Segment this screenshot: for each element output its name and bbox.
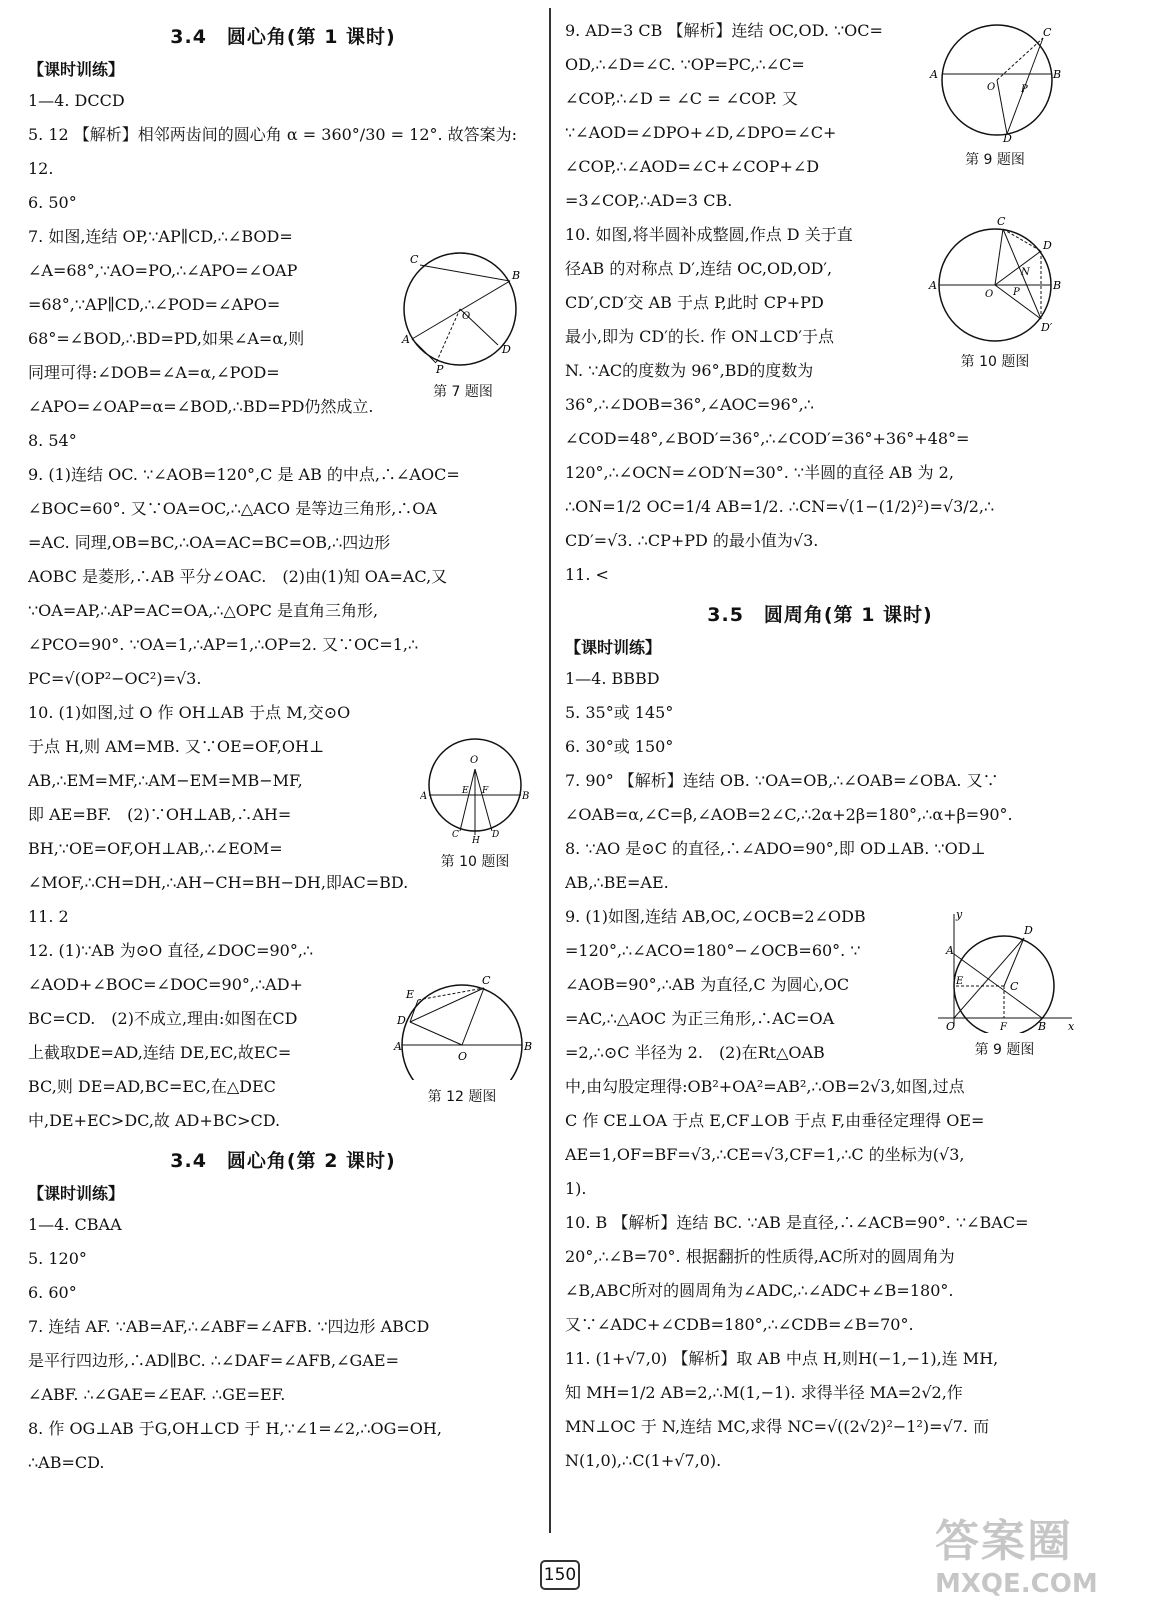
svg-text:y: y — [956, 908, 963, 921]
answer-line: =3∠COP,∴AD=3 CB. — [565, 191, 733, 210]
answer-line: AE=1,OF=BF=√3,∴CE=√3,CF=1,∴C 的坐标为(√3, — [565, 1145, 965, 1164]
svg-text:F: F — [1000, 1022, 1007, 1033]
svg-text:C: C — [482, 974, 491, 987]
answer-line: 中,由勾股定理得:OB²+OA²=AB²,∴OB=2√3,如图,过点 — [565, 1077, 965, 1096]
svg-text:F: F — [482, 786, 489, 796]
answer-line: 68°=∠BOD,∴BD=PD,如果∠A=α,则 — [28, 329, 305, 348]
answer-line: OD,∴∠D=∠C. ∵OP=PC,∴∠C= — [565, 55, 805, 74]
svg-text:A: A — [946, 944, 954, 957]
answer-line: =68°,∵AP∥CD,∴∠POD=∠APO= — [28, 295, 281, 314]
figure-10-right — [925, 215, 1065, 371]
answer-line: =AC,∴△AOC 为正三角形,∴AC=OA — [565, 1009, 835, 1028]
figure-9-coordinate — [932, 908, 1077, 1059]
answer-line: ∠ABF. ∴∠GAE=∠EAF. ∴GE=EF. — [28, 1385, 286, 1404]
answer-line: 1—4. DCCD — [28, 91, 125, 110]
answer-line: 8. 54° — [28, 431, 77, 450]
answer-line: 上截取DE=AD,连结 DE,EC,故EC= — [28, 1043, 292, 1062]
circle-diagram — [392, 970, 532, 1080]
svg-text:O: O — [458, 1050, 468, 1063]
answer-line: C 作 CE⊥OA 于点 E,CF⊥OB 于点 F,由垂径定理得 OE= — [565, 1111, 985, 1130]
answer-line: ∠A=68°,∵AO=PO,∴∠APO=∠OAP — [28, 261, 298, 280]
section-title: 3.4 圆心角(第 2 课时) — [170, 1150, 396, 1172]
answer-line: ∠AOD+∠BOC=∠DOC=90°,∴AD+ — [28, 975, 303, 994]
answer-line: 1). — [565, 1179, 587, 1198]
svg-text:E: E — [406, 988, 415, 1001]
answer-line: 径AB 的对称点 D′,连结 OC,OD,OD′, — [565, 259, 833, 278]
svg-text:B: B — [512, 269, 521, 282]
answer-line: N(1,0),∴C(1+√7,0). — [565, 1451, 722, 1470]
svg-text:O: O — [462, 311, 471, 322]
column-divider — [549, 8, 551, 1533]
svg-text:P: P — [436, 363, 444, 375]
answer-line: ∴AB=CD. — [28, 1453, 105, 1472]
svg-text:B: B — [1038, 1020, 1047, 1033]
answer-line: AOBC 是菱形,∴AB 平分∠OAC. (2)由(1)知 OA=AC,又 — [28, 567, 448, 586]
svg-text:E: E — [956, 976, 964, 987]
answer-line: 8. 作 OG⊥AB 于G,OH⊥CD 于 H,∵∠1=∠2,∴OG=OH, — [28, 1419, 442, 1438]
svg-text:D: D — [1003, 132, 1012, 143]
svg-text:A: A — [394, 1040, 402, 1053]
answer-line: CD′=√3. ∴CP+PD 的最小值为√3. — [565, 531, 819, 550]
answer-line: 5. 120° — [28, 1249, 87, 1268]
figure-caption: 第 12 题图 — [427, 1089, 497, 1105]
svg-text:O: O — [987, 82, 996, 93]
answer-line: 1—4. BBBD — [565, 669, 660, 688]
answer-line: ∠COP,∴∠D = ∠C = ∠COP. 又 — [565, 89, 799, 108]
answer-line: 又∵∠ADC+∠CDB=180°,∴∠CDB=∠B=70°. — [565, 1315, 914, 1334]
circle-diagram — [398, 245, 528, 375]
answer-line: ∠BOC=60°. 又∵OA=OC,∴△ACO 是等边三角形,∴OA — [28, 499, 437, 518]
section-tag: 【课时训练】 — [28, 1184, 125, 1203]
section-title: 3.4 圆心角(第 1 课时) — [170, 26, 396, 48]
svg-text:E: E — [462, 786, 469, 796]
svg-text:B: B — [524, 1040, 532, 1053]
answer-line: 6. 60° — [28, 1283, 77, 1302]
figure-7 — [398, 245, 528, 401]
svg-text:O: O — [946, 1020, 956, 1033]
answer-line: 11. < — [565, 565, 609, 584]
answer-line: 8. ∵AO 是⊙C 的直径,∴∠ADO=90°,即 OD⊥AB. ∵OD⊥ — [565, 839, 986, 858]
answer-line: ∴ON=1/2 OC=1/4 AB=1/2. ∴CN=√(1−(1/2)²)=√3/2,∴ — [565, 497, 995, 516]
page-number: 150 — [540, 1560, 580, 1590]
answer-line: 10. (1)如图,过 O 作 OH⊥AB 于点 M,交⊙O — [28, 703, 351, 722]
answer-line: 5. 35°或 145° — [565, 703, 674, 722]
answer-line: ∠OAB=α,∠C=β,∠AOB=2∠C,∴2α+2β=180°,∴α+β=90°. — [565, 805, 1013, 824]
svg-text:B: B — [1053, 68, 1062, 81]
answer-line: =AC. 同理,OB=BC,∴OA=AC=BC=OB,∴四边形 — [28, 533, 391, 552]
coordinate-diagram — [932, 908, 1077, 1033]
answer-line: 即 AE=BF. (2)∵OH⊥AB,∴AH= — [28, 805, 292, 824]
circle-diagram — [925, 18, 1065, 143]
svg-text:C: C — [1010, 980, 1019, 993]
circle-diagram — [925, 215, 1065, 345]
svg-text:A: A — [929, 279, 937, 292]
answer-line: 于点 H,则 AM=MB. 又∵OE=OF,OH⊥ — [28, 737, 325, 756]
answer-line: 11. (1+√7,0) 【解析】取 AB 中点 H,则H(−1,−1),连 MH, — [565, 1349, 999, 1368]
svg-text:C: C — [410, 253, 419, 266]
svg-text:D: D — [397, 1014, 406, 1027]
svg-text:D: D — [502, 343, 511, 356]
answer-line: 10. B 【解析】连结 BC. ∵AB 是直径,∴∠ACB=90°. ∵∠BAC= — [565, 1213, 1029, 1232]
figure-10 — [420, 735, 530, 871]
svg-text:N: N — [1021, 267, 1030, 278]
answer-line: 12. (1)∵AB 为⊙O 直径,∠DOC=90°,∴ — [28, 941, 314, 960]
svg-text:A: A — [930, 68, 938, 81]
answer-line: 5. 12 【解析】相邻两齿间的圆心角 α = 360°/30 = 12°. 故答案为: — [28, 125, 518, 144]
answer-line: 6. 30°或 150° — [565, 737, 674, 756]
svg-text:C: C — [997, 215, 1006, 228]
figure-caption: 第 10 题图 — [960, 354, 1030, 370]
figure-caption: 第 9 题图 — [965, 152, 1025, 168]
answer-line: MN⊥OC 于 N,连结 MC,求得 NC=√((2√2)²−1²)=√7. 而 — [565, 1417, 990, 1436]
answer-line: 中,DE+EC>DC,故 AD+BC>CD. — [28, 1111, 281, 1130]
answer-line: 12. — [28, 159, 54, 178]
answer-line: 10. 如图,将半圆补成整圆,作点 D 关于直 — [565, 225, 853, 244]
answer-line: ∠MOF,∴CH=DH,∴AH−CH=BH−DH,即AC=BD. — [28, 873, 409, 892]
answer-line: PC=√(OP²−OC²)=√3. — [28, 669, 202, 688]
answer-line: 7. 连结 AF. ∵AB=AF,∴∠ABF=∠AFB. ∵四边形 ABCD — [28, 1317, 430, 1336]
answer-line: 36°,∴∠DOB=36°,∠AOC=96°,∴ — [565, 395, 814, 414]
figure-9-right — [925, 18, 1065, 169]
svg-text:x: x — [1068, 1020, 1075, 1033]
answer-line: 知 MH=1/2 AB=2,∴M(1,−1). 求得半径 MA=2√2,作 — [565, 1383, 963, 1402]
svg-text:P: P — [1021, 84, 1028, 95]
svg-text:C: C — [1043, 26, 1052, 39]
answer-line: 最小,即为 CD′的长. 作 ON⊥CD′于点 — [565, 327, 835, 346]
svg-text:O: O — [470, 755, 479, 766]
answer-line: ∵∠AOD=∠DPO+∠D,∠DPO=∠C+ — [565, 123, 837, 142]
answer-line: ∵OA=AP,∴AP=AC=OA,∴△OPC 是直角三角形, — [28, 601, 379, 620]
answer-line: ∠APO=∠OAP=α=∠BOD,∴BD=PD仍然成立. — [28, 397, 374, 416]
answer-line: ∠AOB=90°,∴AB 为直径,C 为圆心,OC — [565, 975, 850, 994]
svg-text:B: B — [522, 791, 530, 802]
answer-line: CD′,CD′交 AB 于点 P,此时 CP+PD — [565, 293, 824, 312]
answer-line: 9. (1)连结 OC. ∵∠AOB=120°,C 是 AB 的中点,∴∠AOC= — [28, 465, 460, 484]
svg-text:A: A — [402, 333, 410, 346]
svg-text:H: H — [472, 836, 480, 845]
answer-line: ∠B,ABC所对的圆周角为∠ADC,∴∠ADC+∠B=180°. — [565, 1281, 954, 1300]
svg-text:D: D — [1024, 924, 1033, 937]
figure-12 — [392, 970, 532, 1106]
svg-text:D′: D′ — [1041, 321, 1053, 334]
answer-line: 9. AD=3 CB 【解析】连结 OC,OD. ∵OC= — [565, 21, 883, 40]
answer-line: BH,∵OE=OF,OH⊥AB,∴∠EOM= — [28, 839, 283, 858]
section-title: 3.5 圆周角(第 1 课时) — [707, 604, 933, 626]
section-tag: 【课时训练】 — [565, 638, 662, 657]
answer-line: ∠COD=48°,∠BOD′=36°,∴∠COD′=36°+36°+48°= — [565, 429, 970, 448]
figure-caption: 第 9 题图 — [974, 1042, 1035, 1058]
answer-line: 1—4. CBAA — [28, 1215, 122, 1234]
answer-line: 7. 90° 【解析】连结 OB. ∵OA=OB,∴∠OAB=∠OBA. 又∵ — [565, 771, 999, 790]
answer-line: AB,∴BE=AE. — [565, 873, 669, 892]
svg-text:B: B — [1053, 279, 1062, 292]
section-tag: 【课时训练】 — [28, 60, 125, 79]
svg-text:A: A — [420, 791, 428, 802]
answer-line: 11. 2 — [28, 907, 69, 926]
svg-text:D: D — [492, 830, 500, 840]
answer-line: 是平行四边形,∴AD∥BC. ∴∠DAF=∠AFB,∠GAE= — [28, 1351, 399, 1370]
answer-line: ∠COP,∴∠AOD=∠C+∠COP+∠D — [565, 157, 820, 176]
answer-line: N. ∵AC的度数为 96°,BD的度数为 — [565, 361, 814, 380]
answer-line: 9. (1)如图,连结 AB,OC,∠OCB=2∠ODB — [565, 907, 866, 926]
svg-text:O: O — [985, 289, 994, 300]
answer-line: 7. 如图,连结 OP,∵AP∥CD,∴∠BOD= — [28, 227, 293, 246]
svg-text:P: P — [1013, 287, 1020, 298]
svg-text:C: C — [452, 830, 459, 840]
watermark-site: MXQE.COM — [935, 1569, 1098, 1599]
circle-diagram — [420, 735, 530, 845]
svg-text:D: D — [1043, 239, 1052, 252]
answer-line: 6. 50° — [28, 193, 77, 212]
answer-line: =2,∴⊙C 半径为 2. (2)在Rt△OAB — [565, 1043, 825, 1062]
answer-line: BC,则 DE=AD,BC=EC,在△DEC — [28, 1077, 276, 1096]
answer-line: AB,∴EM=MF,∴AM−EM=MB−MF, — [28, 771, 303, 790]
answer-line: 同理可得:∠DOB=∠A=α,∠POD= — [28, 363, 280, 382]
watermark-title: 答案圈 — [935, 1516, 1073, 1567]
answer-line: =120°,∴∠ACO=180°−∠OCB=60°. ∵ — [565, 941, 861, 960]
answer-lines — [565, 662, 1075, 1478]
figure-caption: 第 7 题图 — [433, 384, 493, 400]
answer-lines — [28, 1208, 538, 1480]
answer-line: BC=CD. (2)不成立,理由:如图在CD — [28, 1009, 298, 1028]
answer-line: ∠PCO=90°. ∵OA=1,∴AP=1,∴OP=2. 又∵OC=1,∴ — [28, 635, 419, 654]
answer-line: 20°,∴∠B=70°. 根据翻折的性质得,AC所对的圆周角为 — [565, 1247, 955, 1266]
watermark-logo — [935, 1505, 1135, 1599]
answer-line: 120°,∴∠OCN=∠OD′N=30°. ∵半圆的直径 AB 为 2, — [565, 463, 954, 482]
figure-caption: 第 10 题图 — [440, 854, 510, 870]
